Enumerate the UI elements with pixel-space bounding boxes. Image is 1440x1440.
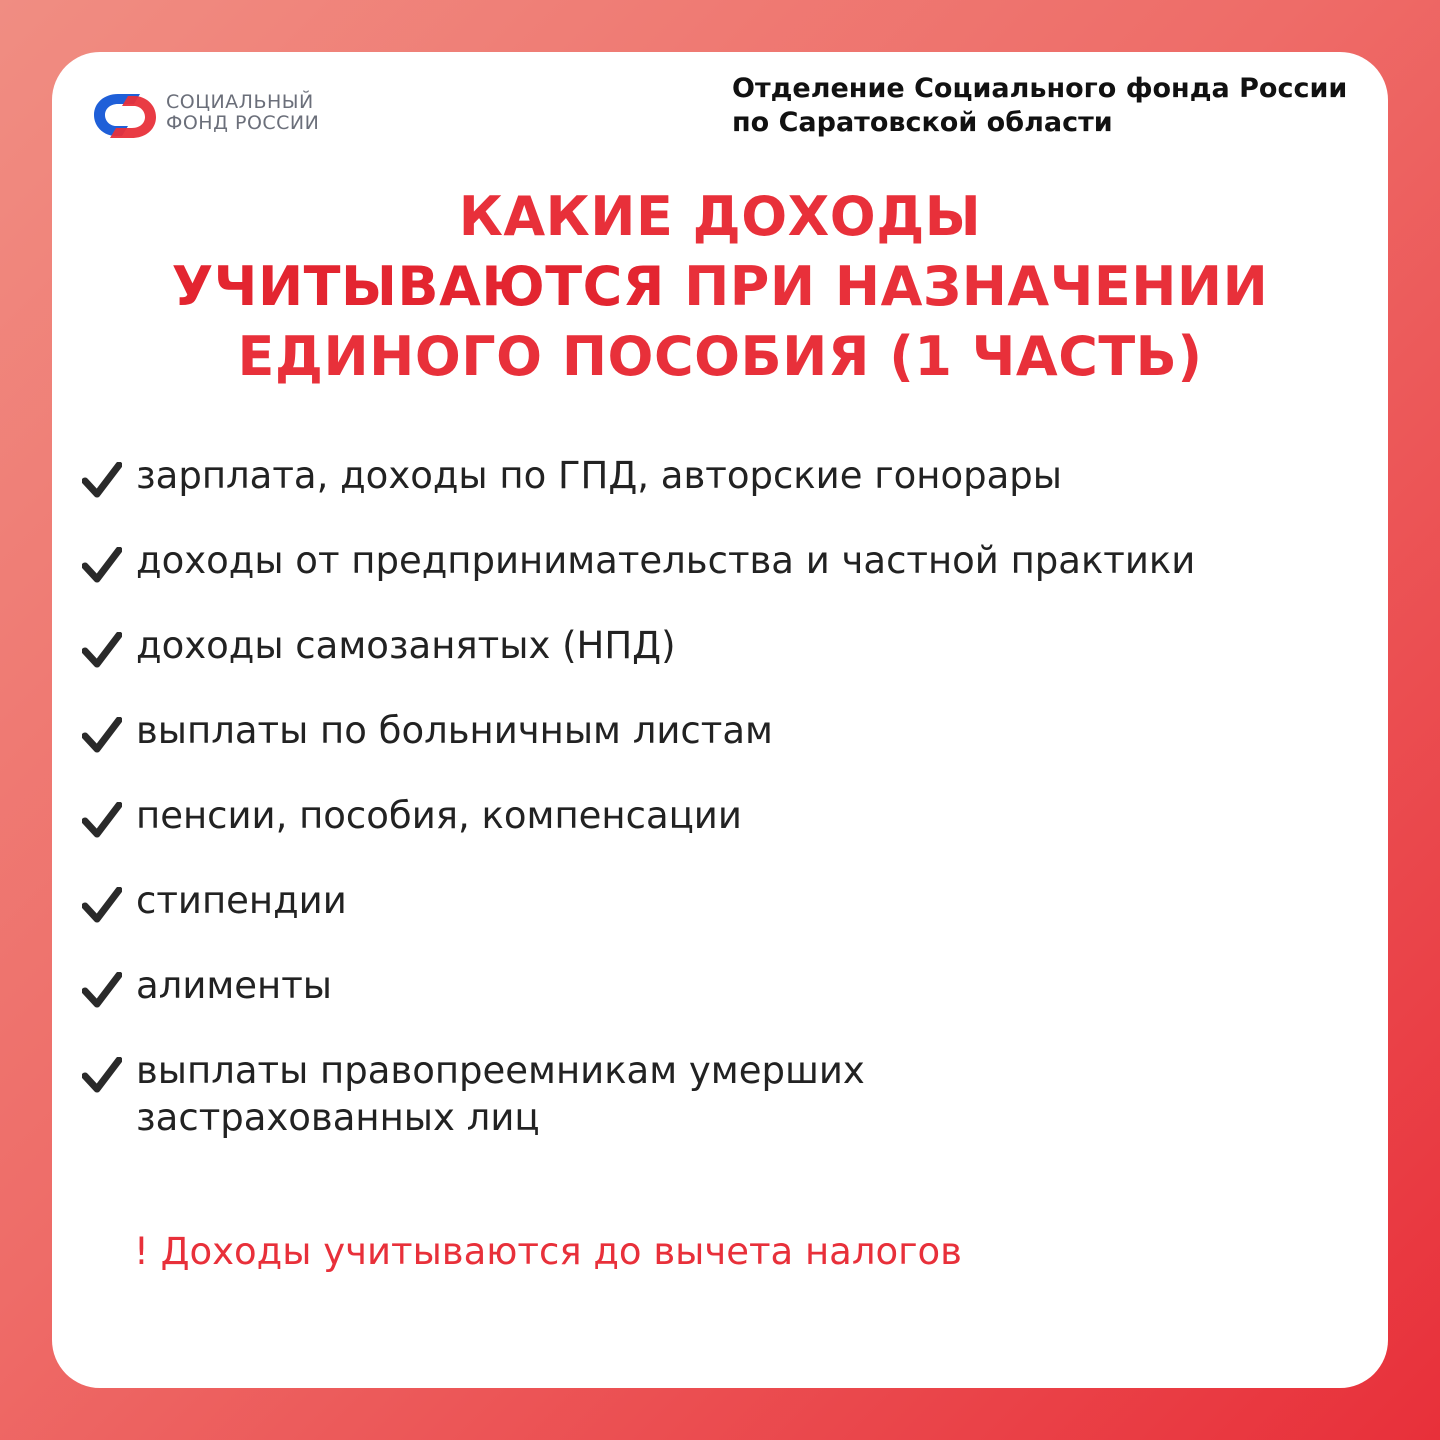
checkmark-icon xyxy=(82,462,122,498)
list-item xyxy=(82,707,1372,754)
list-item-text xyxy=(136,1047,1372,1141)
list-item xyxy=(82,452,1372,499)
list-item xyxy=(82,792,1372,839)
list-item xyxy=(82,962,1372,1009)
list-item-text-line1: выплаты правопреемникам умерших xyxy=(136,1049,865,1092)
list-item xyxy=(82,537,1372,584)
checkmark-icon xyxy=(82,717,122,753)
checkmark-icon xyxy=(82,972,122,1008)
list-item xyxy=(82,877,1372,924)
title-line3: ЕДИНОГО ПОСОБИЯ (1 ЧАСТЬ) xyxy=(237,325,1203,388)
list-item xyxy=(82,1047,1372,1141)
list-item-text: выплаты по больничным листам xyxy=(136,709,773,752)
sfr-logo-icon xyxy=(88,86,160,146)
info-card xyxy=(52,52,1388,1388)
organization-line1: Отделение Социального фонда России xyxy=(732,73,1348,104)
sfr-logo xyxy=(88,84,348,148)
list-item-text: пенсии, пособия, компенсации xyxy=(136,794,742,837)
title-line2-rest: ПРИ НАЗНАЧЕНИИ xyxy=(664,255,1269,318)
list-item-text: доходы от предпринимательства и частной практики xyxy=(136,539,1196,582)
checkmark-icon xyxy=(82,632,122,668)
list-item-text: зарплата, доходы по ГПД, авторские гонорары xyxy=(136,454,1062,497)
title-line2-bold: УЧИТЫВАЮТСЯ xyxy=(171,255,665,318)
checkmark-icon xyxy=(82,887,122,923)
list-item-text: алименты xyxy=(136,964,333,1007)
income-list xyxy=(82,452,1372,1179)
page-title xyxy=(52,182,1388,392)
checkmark-icon xyxy=(82,802,122,838)
title-line2 xyxy=(52,252,1388,322)
organization-name xyxy=(732,72,1347,140)
logo-text xyxy=(166,92,319,134)
logo-text-line2: ФОНД РОССИИ xyxy=(166,112,320,134)
title-line1: КАКИЕ ДОХОДЫ xyxy=(458,185,982,248)
list-item-text: стипендии xyxy=(136,879,347,922)
logo-text-line1: СОЦИАЛЬНЫЙ xyxy=(166,91,314,113)
list-item xyxy=(82,622,1372,669)
checkmark-icon xyxy=(82,1057,122,1093)
list-item-text: доходы самозанятых (НПД) xyxy=(136,624,676,667)
tax-note: ! Доходы учитываются до вычета налогов xyxy=(134,1230,962,1273)
checkmark-icon xyxy=(82,547,122,583)
list-item-text-line2: застрахованных лиц xyxy=(136,1096,540,1139)
organization-line2: по Саратовской области xyxy=(732,107,1113,138)
